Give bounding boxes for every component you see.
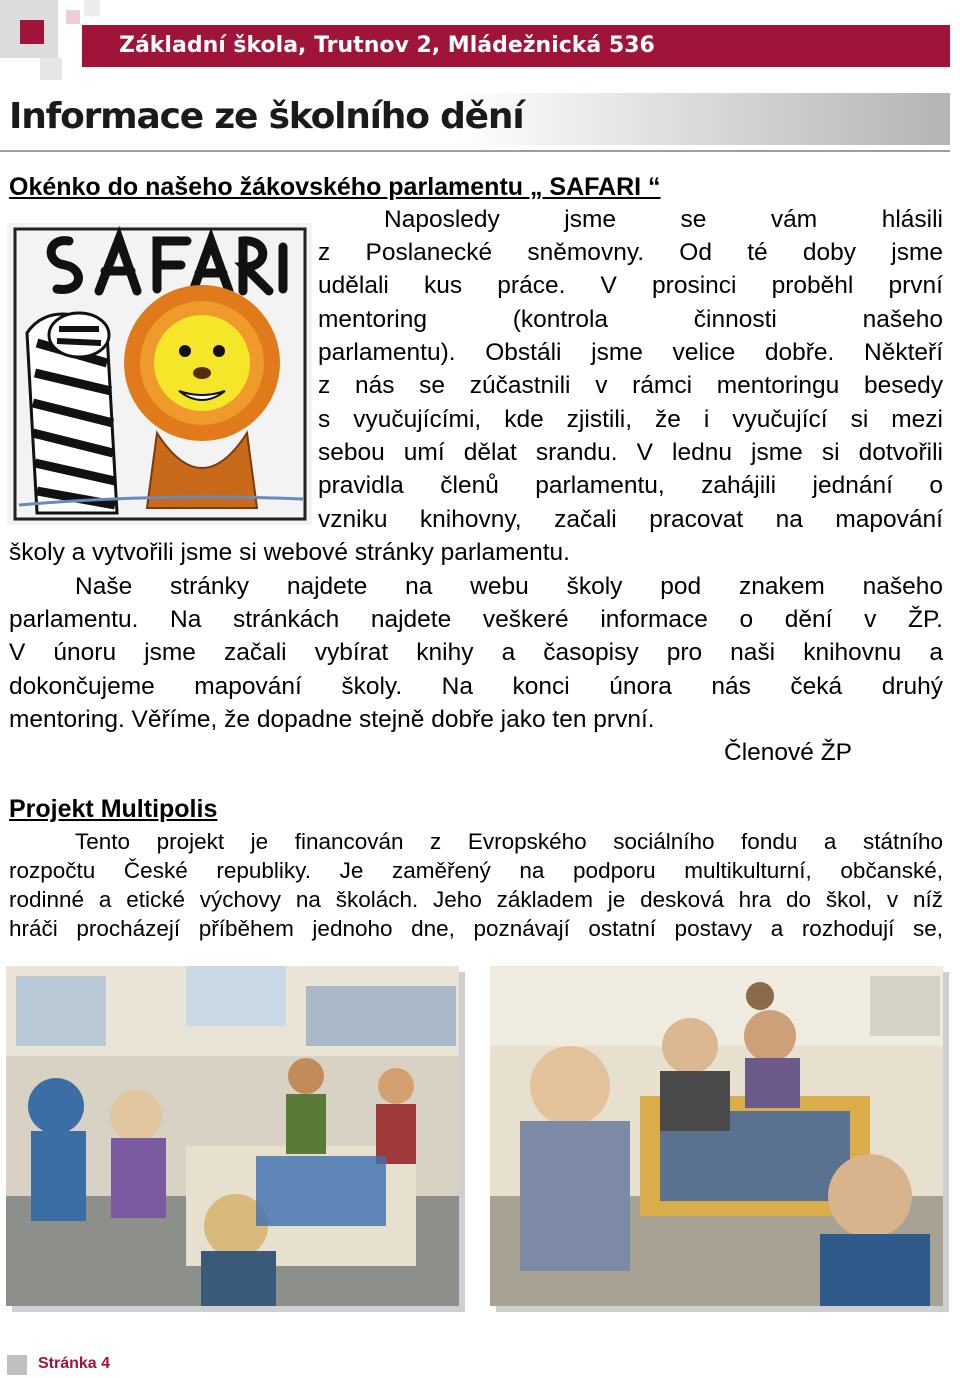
classroom-photo-left xyxy=(6,966,459,1306)
header-square-grey-small xyxy=(40,58,62,80)
page-title: Informace ze školního dění xyxy=(9,96,524,137)
footer-square xyxy=(7,1355,27,1375)
school-header: Základní škola, Trutnov 2, Mládežnická 536 xyxy=(82,25,950,67)
header-square-red xyxy=(20,20,44,44)
safari-wrapped-line: mentoring (kontrola činnosti našeho xyxy=(318,306,943,333)
safari-wrapped-line: sebou umí dělat srandu. V lednu jsme si dotvořili xyxy=(318,439,943,466)
classroom-photo-right xyxy=(490,966,943,1306)
safari-heading: Okénko do našeho žákovského parlamentu „ SAFARI “ xyxy=(9,173,661,201)
safari-wrapped-line: udělali kus práce. V prosinci proběhl první xyxy=(318,272,943,299)
multipolis-heading: Projekt Multipolis xyxy=(9,795,218,823)
multipolis-line: rodinné a etické výchovy na školách. Jeho základem je desková hra do škol, v níž xyxy=(9,887,943,912)
safari-wrapped-line: s vyučujícími, kde zjistili, že i vyučující si mezi xyxy=(318,406,943,433)
safari-wrapped-line: vzniku knihovny, začali pracovat na mapování xyxy=(318,506,943,533)
safari-line: Naše stránky najdete na webu školy pod znakem našeho xyxy=(75,573,943,600)
multipolis-line: Tento projekt je financován z Evropského sociálního fondu a státního xyxy=(75,829,943,854)
safari-line: mentoring. Věříme, že dopadne stejně dobře jako ten první. xyxy=(9,706,655,733)
multipolis-line: rozpočtu České republiky. Je zaměřený na podporu multikulturní, občanské, xyxy=(9,858,943,883)
signature: Členové ŽP xyxy=(724,739,853,766)
safari-wrapped-line: z Poslanecké sněmovny. Od té doby jsme xyxy=(318,239,943,266)
title-divider xyxy=(0,150,950,152)
safari-line: V únoru jsme začali vybírat knihy a časopisy pro naši knihovnu a xyxy=(9,639,943,666)
safari-drawing xyxy=(7,223,312,525)
safari-line: školy a vytvořili jsme si webové stránky parlamentu. xyxy=(9,539,570,566)
header-square-grey-top xyxy=(84,0,100,16)
safari-wrapped-line: pravidla členů parlamentu, zahájili jednání o xyxy=(318,472,943,499)
page-number: Stránka 4 xyxy=(38,1355,111,1372)
multipolis-line: hráči procházejí příběhem jednoho dne, poznávají ostatní postavy a rozhodují se, xyxy=(9,916,943,941)
safari-wrapped-line: z nás se zúčastnili v rámci mentoringu besedy xyxy=(318,372,943,399)
safari-wrapped-line: Naposledy jsme se vám hlásili xyxy=(384,206,943,233)
safari-line: parlamentu. Na stránkách najdete veškeré informace o dění v ŽP. xyxy=(9,606,943,633)
safari-wrapped-line: parlamentu). Obstáli jsme velice dobře. Někteří xyxy=(318,339,943,366)
safari-line: dokončujeme mapování školy. Na konci února nás čeká druhý xyxy=(9,673,943,700)
header-square-pink xyxy=(66,10,80,24)
